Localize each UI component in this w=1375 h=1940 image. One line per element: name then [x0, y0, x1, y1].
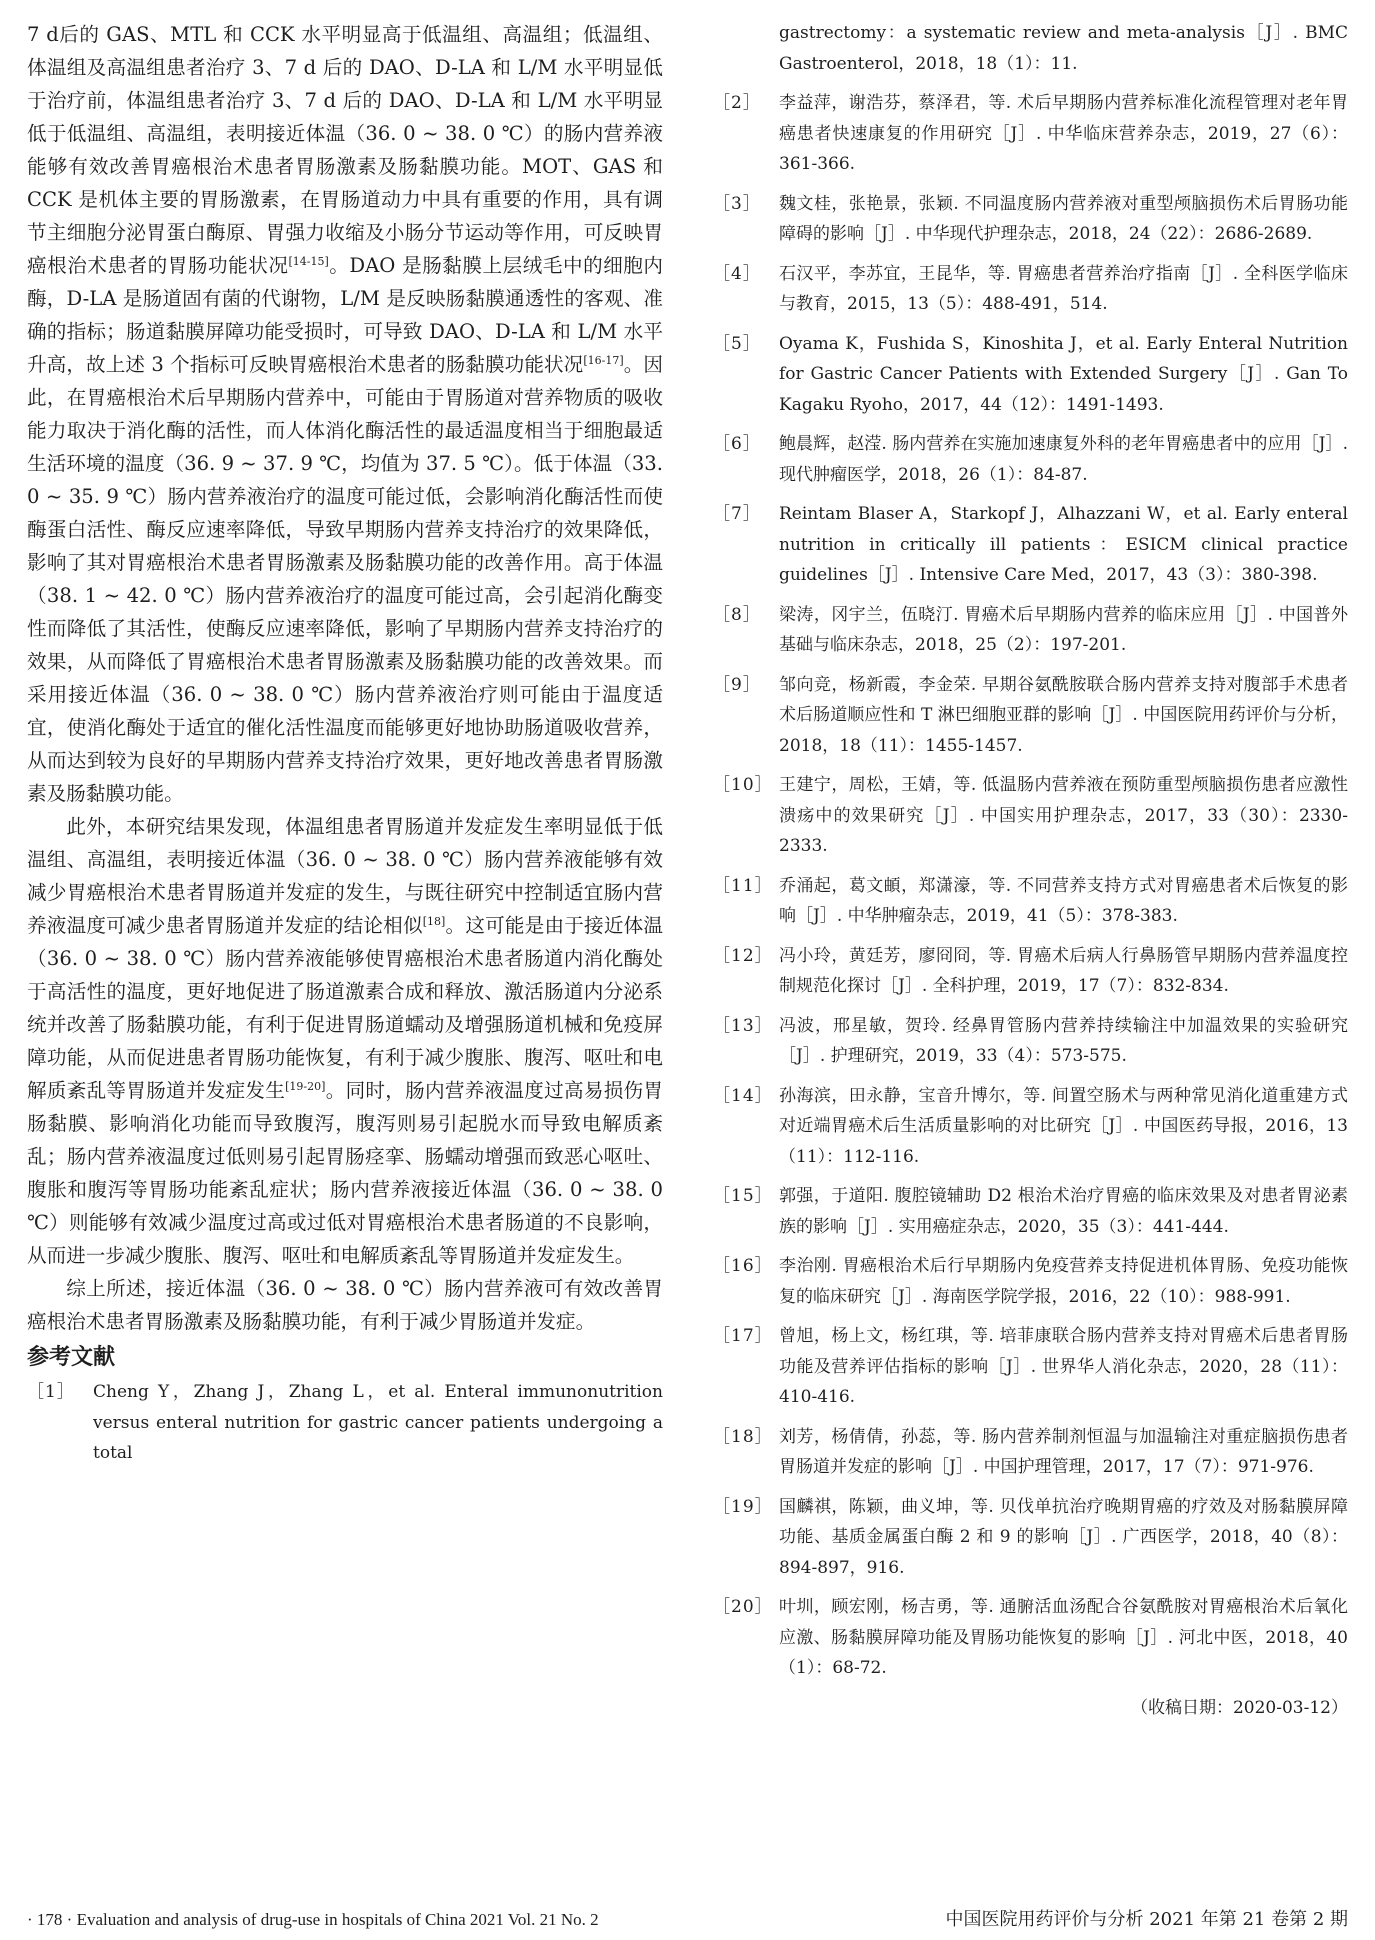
- reference-item: [713, 1592, 1348, 1684]
- reference-item: [713, 259, 1348, 320]
- footer-left: · 178 · Evaluation and analysis of drug-use in hospitals of China 2021 Vol. 21 No. 2: [27, 1910, 599, 1929]
- reference-text: 国麟祺，陈颖，曲义坤，等. 贝伐单抗治疗晚期胃癌的疗效及对肠黏膜屏障功能、基质金属蛋白酶 2 和 9 的影响［J］. 广西医学，2018，40（8）：894-897，916.: [779, 1496, 1348, 1578]
- reference-text: 魏文桂，张艳景，张颖. 不同温度肠内营养液对重型颅脑损伤术后胃肠功能障碍的影响［J］. 中华现代护理杂志，2018，24（22）：2686-2689.: [779, 193, 1348, 244]
- references-heading: 参考文献: [27, 1345, 116, 1370]
- reference-item: [713, 1321, 1348, 1413]
- reference-item: [713, 1492, 1348, 1584]
- reference-number: ［14］: [713, 1085, 773, 1106]
- reference-number: ［1］: [27, 1382, 75, 1402]
- reference-number: ［10］: [713, 775, 773, 795]
- reference-text: Reintam Blaser A，Starkopf J，Alhazzani W，et al. Early enteral nutrition in critically ill patients：ESICM clinical practice guidelines［J］. Intensive Care Med，2017，43（3）：380-398.: [779, 504, 1348, 585]
- reference-number: ［13］: [713, 1015, 773, 1036]
- body-paragraph: 此外，本研究结果发现，体温组患者胃肠道并发症发生率明显低于低温组、高温组，表明接近体温（36. 0 ~ 38. 0 ℃）肠内营养液能够有效减少胃癌根治术患者胃肠道并发症的发生，与既往研究中控制适宜肠内营养液温度可减少患者胃肠道并发症的结论相似[18]。这可能是由于接近体温（36. 0 ~ 38. 0 ℃）肠内营养液能够使胃癌根治术患者肠道内消化酶处于高活性的温度，更好地促进了肠道激素合成和释放、激活肠道内分泌系统并改善了肠黏膜功能，有利于促进胃肠道蠕动及增强肠道机械和免疫屏障功能，从而促进患者胃肠功能恢复，有利于减少腹胀、腹泻、呕吐和电解质紊乱等胃肠道并发症发生[19-20]。同时，肠内营养液温度过高易损伤胃肠黏膜、影响消化功能而导致腹泻，腹泻则易引起脱水而导致电解质紊乱；肠内营养液温度过低则易引起胃肠痉挛、肠蠕动增强而致恶心呕吐、腹胀和腹泻等胃肠功能紊乱症状；肠内营养液接近体温（36. 0 ~ 38. 0 ℃）则能够有效减少温度过高或过低对胃癌根治术患者肠道的不良影响，从而进一步减少腹胀、腹泻、呕吐和电解质紊乱等胃肠道并发症发生。: [27, 815, 664, 1267]
- reference-item: [713, 1081, 1348, 1173]
- reference-number: ［6］: [713, 434, 761, 454]
- reference-number: ［15］: [713, 1186, 773, 1206]
- reference-number: ［8］: [713, 604, 761, 625]
- reference-item: [27, 1377, 663, 1469]
- reference-text: 刘芳，杨倩倩，孙蕊，等. 肠内营养制剂恒温与加温输注对重症脑损伤患者胃肠道并发症的影响［J］. 中国护理管理，2017，17（7）：971-976.: [779, 1426, 1348, 1477]
- reference-text: 邹向竞，杨新霞，李金荣. 早期谷氨酰胺联合肠内营养支持对腹部手术患者术后肠道顺应性和 T 淋巴细胞亚群的影响［J］. 中国医院用药评价与分析，2018，18（11）：1455-1457.: [779, 674, 1348, 756]
- reference-text: 王建宁，周松，王婧，等. 低温肠内营养液在预防重型颅脑损伤患者应激性溃疡中的效果研究［J］. 中国实用护理杂志，2017，33（30）：2330-2333.: [779, 775, 1348, 856]
- reference-number: ［7］: [713, 504, 761, 524]
- reference-text: 曾旭，杨上文，杨红琪，等. 培菲康联合肠内营养支持对胃癌术后患者胃肠功能及营养评估指标的影响［J］. 世界华人消化杂志，2020，28（11）：410-416.: [779, 1326, 1348, 1407]
- reference-item: [713, 941, 1348, 1002]
- reference-item: [713, 871, 1348, 932]
- citation: [18]: [422, 915, 446, 928]
- reference-number: ［20］: [713, 1597, 773, 1617]
- left-column: [27, 18, 663, 1478]
- reference-number: ［17］: [713, 1326, 773, 1346]
- reference-item: [713, 88, 1348, 180]
- reference-item: [713, 1251, 1348, 1312]
- body-paragraph: 综上所述，接近体温（36. 0 ~ 38. 0 ℃）肠内营养液可有效改善胃癌根治术患者胃肠激素及肠黏膜功能，有利于减少胃肠道并发症。: [27, 1277, 663, 1333]
- reference-item: [713, 189, 1348, 250]
- reference-continuation: gastrectomy：a systematic review and meta-analysis［J］. BMC Gastroenterol，2018，18（1）：11.: [779, 23, 1348, 74]
- received-date: （收稿日期：2020-03-12）: [1130, 1697, 1348, 1718]
- citation: [19-20]: [285, 1080, 326, 1093]
- reference-number: ［5］: [713, 333, 761, 354]
- citation: [16-17]: [583, 354, 624, 367]
- reference-text: 鲍晨辉，赵滢. 肠内营养在实施加速康复外科的老年胃癌患者中的应用［J］. 现代肿瘤医学，2018，26（1）：84-87.: [779, 434, 1348, 485]
- reference-item: [713, 1011, 1348, 1072]
- reference-number: ［9］: [713, 674, 761, 695]
- citation: [14-15]: [288, 255, 329, 268]
- reference-text: Cheng Y，Zhang J，Zhang L，et al. Enteral immunonutrition versus enteral nutrition for gastric cancer patients undergoing a total: [93, 1382, 663, 1463]
- reference-number: ［16］: [713, 1256, 773, 1276]
- reference-text: 冯小玲，黄廷芳，廖冏冏，等. 胃癌术后病人行鼻肠管早期肠内营养温度控制规范化探讨［J］. 全科护理，2019，17（7）：832-834.: [779, 945, 1348, 996]
- reference-text: 冯波，邢星敏，贺玲. 经鼻胃管肠内营养持续输注中加温效果的实验研究［J］. 护理研究，2019，33（4）：573-575.: [779, 1015, 1348, 1066]
- reference-text: 郭强，于道阳. 腹腔镜辅助 D2 根治术治疗胃癌的临床效果及对患者胃泌素族的影响［J］. 实用癌症杂志，2020，35（3）：441-444.: [779, 1186, 1348, 1237]
- reference-text: 乔涌起，葛文頔，郑潇濠，等. 不同营养支持方式对胃癌患者术后恢复的影响［J］. 中华肿瘤杂志，2019，41（5）：378-383.: [779, 875, 1348, 926]
- reference-list: [713, 88, 1348, 1684]
- reference-text: 李益萍，谢浩芬，蔡泽君，等. 术后早期肠内营养标准化流程管理对老年胃癌患者快速康复的作用研究［J］. 中华临床营养杂志，2019，27（6）：361-366.: [779, 93, 1348, 174]
- reference-item: [713, 770, 1348, 862]
- reference-text: 孙海滨，田永静，宝音升博尔，等. 间置空肠术与两种常见消化道重建方式对近端胃癌术后生活质量影响的对比研究［J］. 中国医药导报，2016，13（11）：112-116.: [779, 1085, 1348, 1167]
- reference-item: [713, 329, 1348, 421]
- reference-item: [713, 670, 1348, 762]
- reference-number: ［18］: [713, 1426, 773, 1447]
- reference-text: 李治刚. 胃癌根治术后行早期肠内免疫营养支持促进机体胃肠、免疫功能恢复的临床研究［J］. 海南医学院学报，2016，22（10）：988-991.: [779, 1256, 1348, 1307]
- reference-item: [713, 1181, 1348, 1242]
- reference-number: ［4］: [713, 263, 761, 284]
- reference-number: ［2］: [713, 93, 761, 113]
- reference-item: [713, 499, 1348, 591]
- reference-number: ［12］: [713, 945, 773, 966]
- reference-text: 叶圳，顾宏刚，杨吉勇，等. 通腑活血汤配合谷氨酰胺对胃癌根治术后氧化应激、肠黏膜屏障功能及胃肠功能恢复的影响［J］. 河北中医，2018，40（1）：68-72.: [779, 1597, 1348, 1678]
- footer-right: 中国医院用药评价与分析 2021 年第 21 卷第 2 期: [945, 1909, 1348, 1930]
- reference-text: 石汉平，李苏宜，王昆华，等. 胃癌患者营养治疗指南［J］. 全科医学临床与教育，2015，13（5）：488-491，514.: [779, 263, 1348, 314]
- reference-text: 梁涛，冈宇兰，伍晓汀. 胃癌术后早期肠内营养的临床应用［J］. 中国普外基础与临床杂志，2018，25（2）：197-201.: [779, 604, 1348, 655]
- reference-item: [713, 429, 1348, 490]
- body-paragraph: 7 d后的 GAS、MTL 和 CCK 水平明显高于低温组、高温组；低温组、体温组及高温组患者治疗 3、7 d 后的 DAO、D-LA 和 L/M 水平明显低于治疗前，体温组患者治疗 3、7 d 后的 DAO、D-LA 和 L/M 水平明显低于低温组、高温组，表明接近体温（36. 0 ~ 38. 0 ℃）的肠内营养液能够有效改善胃癌根治术患者胃肠激素及肠黏膜功能。MOT、GAS 和 CCK 是机体主要的胃肠激素，在胃肠道动力中具有重要的作用，具有调节主细胞分泌胃蛋白酶原、胃强力收缩及小肠分节运动等作用，可反映胃癌根治术患者的胃肠功能状况[14-15]。DAO 是肠黏膜上层绒毛中的细胞内酶，D-LA 是肠道固有菌的代谢物，L/M 是反映肠黏膜通透性的客观、准确的指标；肠道黏膜屏障功能受损时，可导致 DAO、D-LA 和 L/M 水平升高，故上述 3 个指标可反映胃癌根治术患者的肠黏膜功能状况[16-17]。因此，在胃癌根治术后早期肠内营养中，可能由于胃肠道对营养物质的吸收能力取决于消化酶的活性，而人体消化酶活性的最适温度相当于细胞最适生活环境的温度（36. 9 ~ 37. 9 ℃，均值为 37. 5 ℃）。低于体温（33. 0 ~ 35. 9 ℃）肠内营养液治疗的温度可能过低，会影响消化酶活性而使酶蛋白活性、酶反应速率降低，导致早期肠内营养支持治疗的效果降低，影响了其对胃癌根治术患者胃肠激素及肠黏膜功能的改善作用。高于体温（38. 1 ~ 42. 0 ℃）肠内营养液治疗的温度可能过高，会引起消化酶变性而降低了其活性，使酶反应速率降低，影响了早期肠内营养支持治疗的效果，从而降低了胃癌根治术患者胃肠激素及肠黏膜功能的改善效果。而采用接近体温（36. 0 ~ 38. 0 ℃）肠内营养液治疗则可能由于温度适宜，使消化酶处于适宜的催化活性温度而能够更好地协助肠道吸收营养，从而达到较为良好的早期肠内营养支持治疗效果，更好地改善患者胃肠激素及肠黏膜功能。: [27, 23, 664, 805]
- reference-item: [713, 600, 1348, 661]
- reference-item: [713, 1422, 1348, 1483]
- right-column: [713, 18, 1348, 1723]
- reference-number: ［11］: [713, 875, 773, 896]
- reference-number: ［19］: [713, 1496, 773, 1517]
- reference-text: Oyama K，Fushida S，Kinoshita J，et al. Early Enteral Nutrition for Gastric Cancer Patients with Extended Surgery［J］. Gan To Kagaku Ryoho，2017，44（12）：1491-1493.: [779, 333, 1348, 415]
- reference-number: ［3］: [713, 193, 761, 214]
